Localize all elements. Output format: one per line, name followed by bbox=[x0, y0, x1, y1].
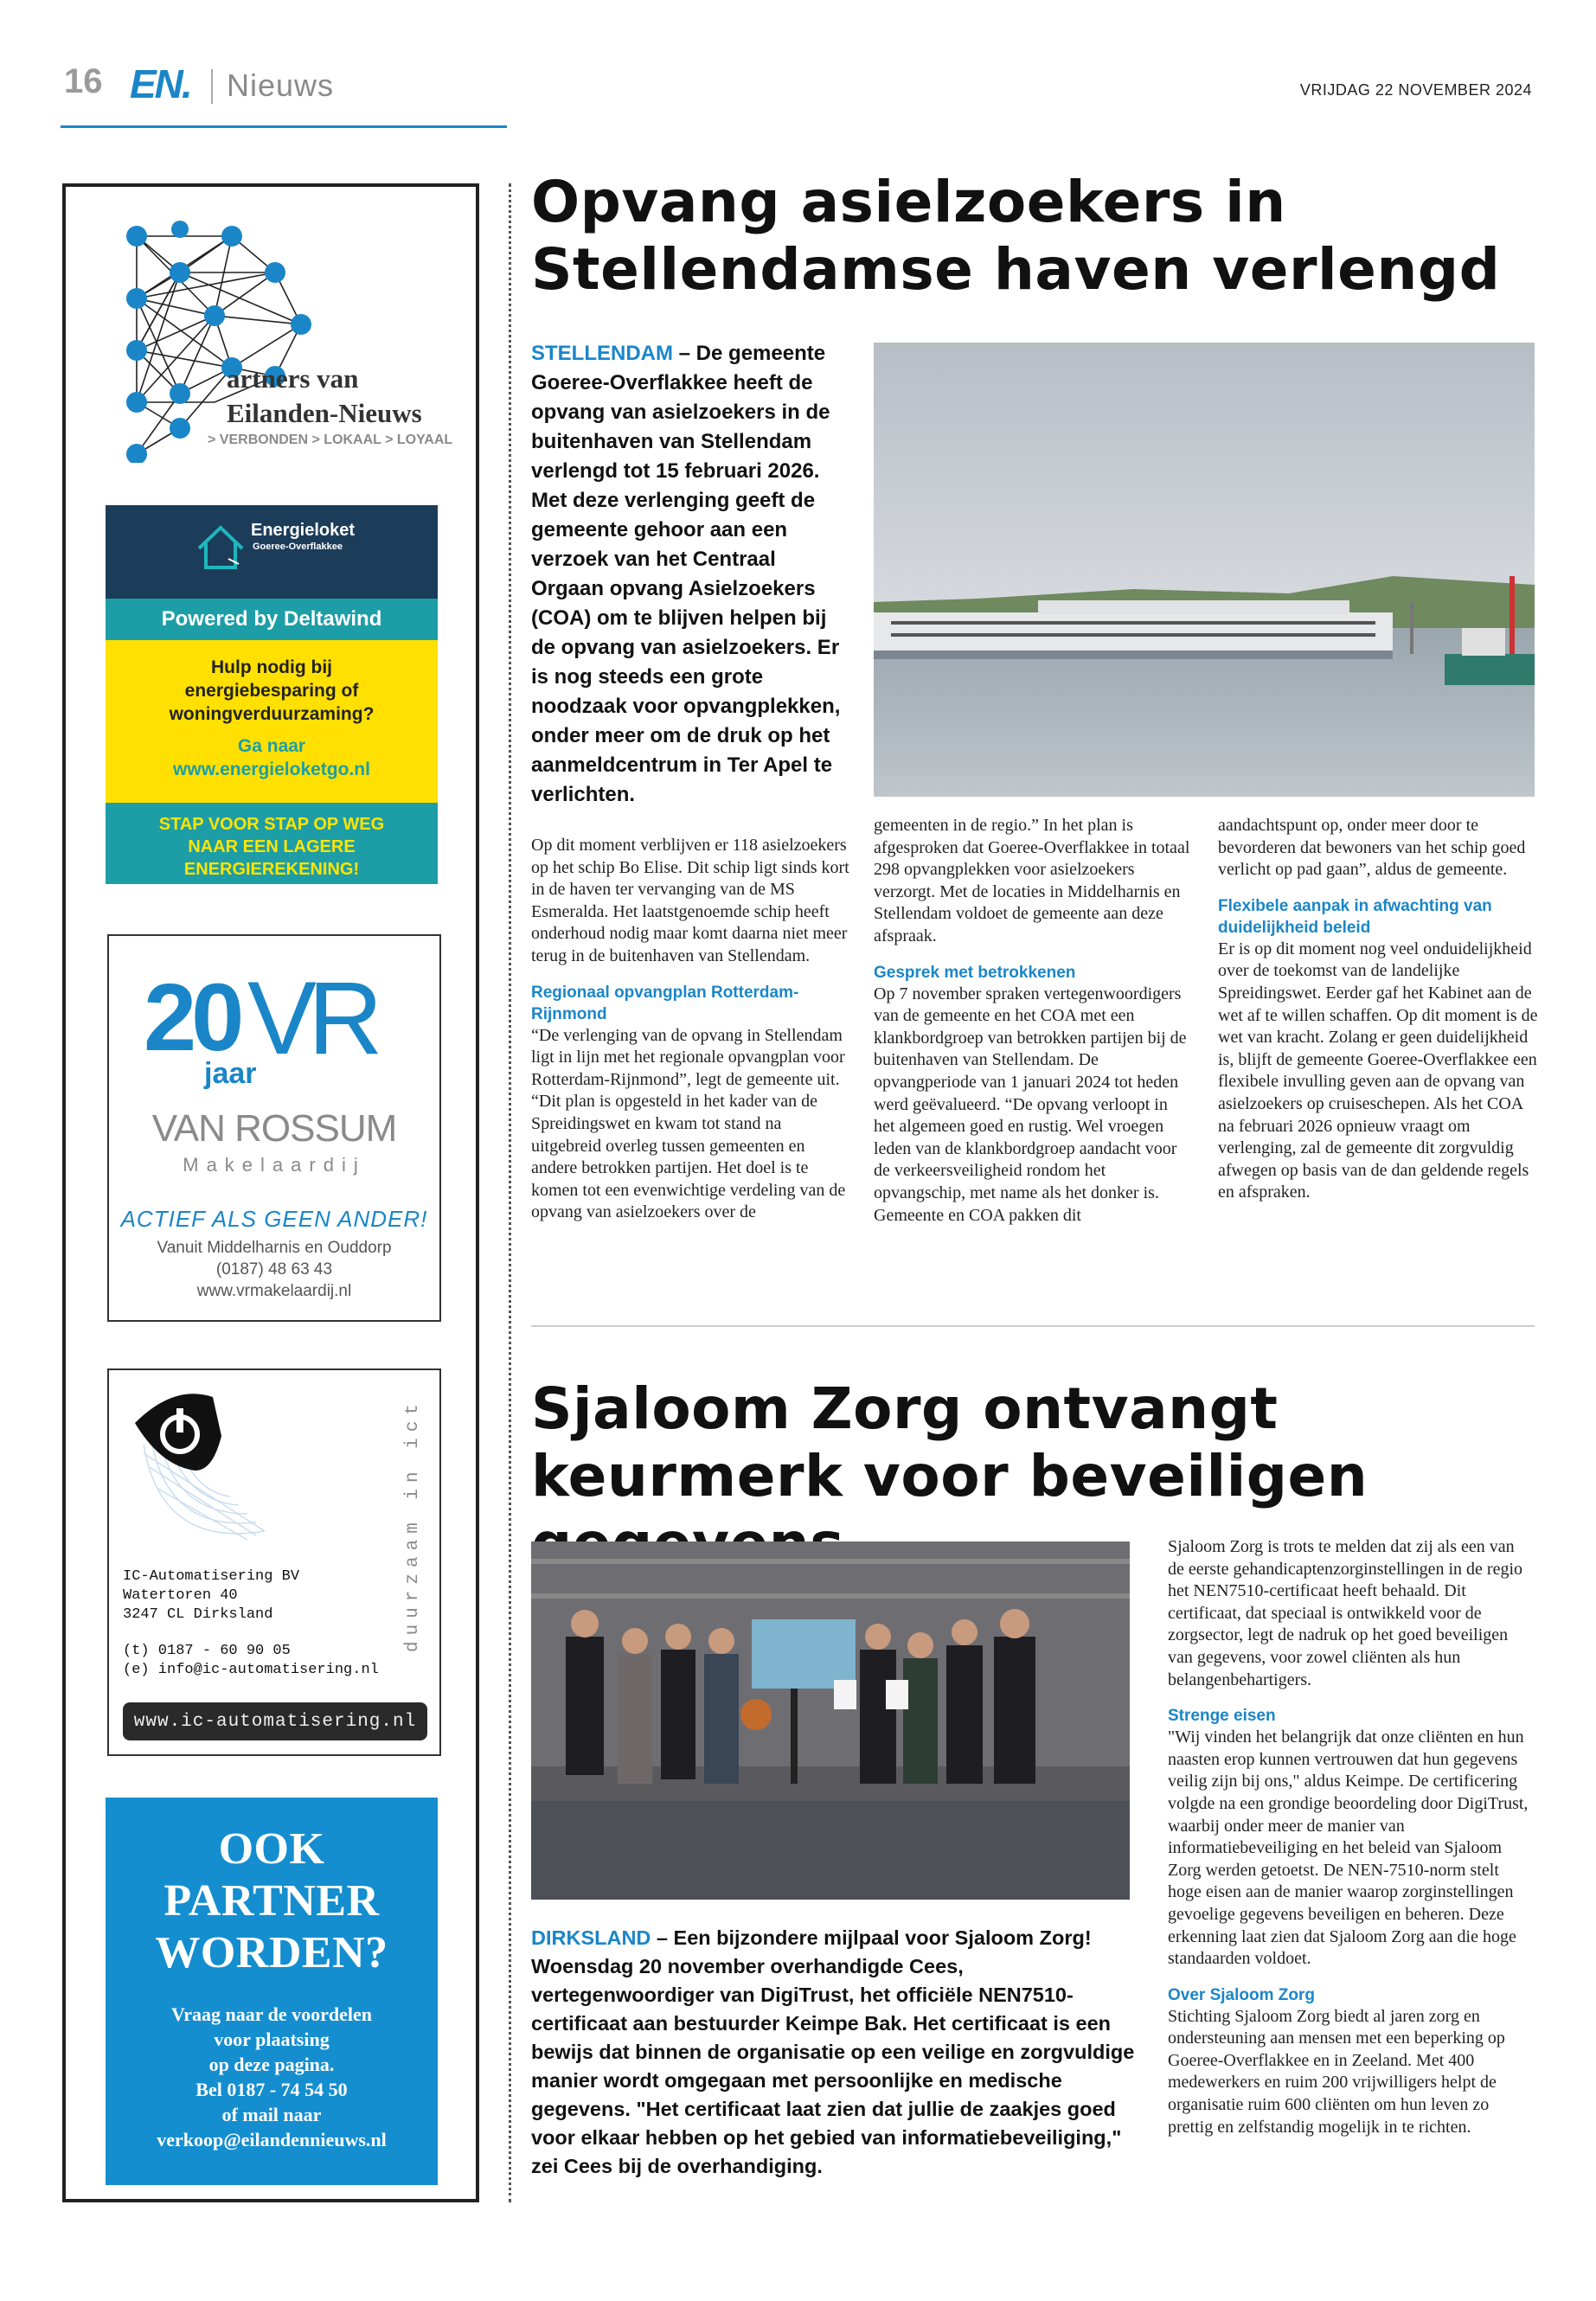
article1-paragraph: Er is op dit moment nog veel onduidelijkheid over de toekomst van de landelijke Spreidingswet. Eerder gaf het Kabinet aan de wet af te willen schaffen. Op dit moment is de wet van kracht. Zolang er geen duidelijkheid is, blijft de gemeente Goeree-Overflakkee een flexibele invulling geven aan de opvang van asielzoekers op cruiseschepen. Als het COA na februari 2026 opnieuw vraagt om verlenging, zal de gemeente dit zorgvuldig afwegen op basis van de dan geldende regels en afspraken. bbox=[1218, 939, 1538, 1202]
vr-url[interactable]: www.vrmakelaardij.nl bbox=[196, 1282, 352, 1300]
vr-location: Vanuit Middelharnis en Ouddorp bbox=[157, 1239, 392, 1257]
column-separator bbox=[509, 183, 511, 2202]
ic-address-line: Watertoren 40 bbox=[123, 1587, 238, 1604]
energieloket-cta[interactable] bbox=[106, 803, 438, 884]
ship-harbour-photo bbox=[874, 343, 1535, 797]
article1-column2 bbox=[874, 815, 1192, 1227]
ic-contact bbox=[123, 1642, 379, 1680]
section-title: Nieuws bbox=[227, 67, 335, 103]
partners-logo-line1: artners van bbox=[227, 363, 359, 394]
ic-email[interactable]: (e) info@ic-automatisering.nl bbox=[123, 1662, 379, 1678]
article1-column1 bbox=[531, 835, 849, 1224]
article1-lead-text: – De gemeente Goeree-Overflakkee heeft de opvang van asielzoekers in de buitenhaven van Stellendam verlengd tot 15 februari 2026. Met deze verlenging geeft de gemeente gehoor aan een verzoek van het Centraal Orgaan opvang Asielzoekers (COA) om te blijven helpen bij de opvang van asielzoekers. Er is nog steeds een grote noodzaak voor opvangplekken, onder meer om de druk op het aanmeldcentrum in Ter Apel te verlichten. bbox=[531, 342, 841, 806]
partner-ad-text-line: op deze pagina. bbox=[208, 2054, 335, 2075]
ic-address-line: IC-Automatisering BV bbox=[123, 1568, 300, 1585]
vr-jaar: jaar bbox=[204, 1057, 257, 1090]
article1-paragraph: “De verlenging van de opvang in Stellendam ligt in lijn met het regionale opvangplan voor Rotterdam-Rijnmond”, legt de gemeente uit. “Dit plan is opgesteld in het kader van de Spreidingswet en kwam tot stand na uitgebreid overleg tussen gemeenten en andere betrokken partijen. Het doel is te komen tot een evenwichtige verdeling van de opvang van asielzoekers over de bbox=[531, 1025, 846, 1222]
article-separator bbox=[531, 1325, 1535, 1327]
certificate-group-photo bbox=[531, 1541, 1130, 1900]
energieloket-ad-header[interactable] bbox=[106, 505, 438, 599]
partner-ad-line: PARTNER bbox=[163, 1876, 380, 1926]
article2-subheading: Over Sjaloom Zorg bbox=[1168, 1985, 1315, 2004]
vr-name: VAN ROSSUM bbox=[151, 1107, 397, 1150]
article1-dateline: STELLENDAM bbox=[531, 342, 673, 365]
partner-ad-headline bbox=[106, 1823, 438, 1979]
energieloket-help-box[interactable] bbox=[106, 640, 438, 803]
partner-ad-text-line: Vraag naar de voordelen bbox=[171, 2003, 372, 2025]
vr-20: 20 bbox=[144, 965, 240, 1071]
ic-address bbox=[123, 1567, 299, 1625]
partner-ad-line: WORDEN? bbox=[155, 1928, 388, 1977]
article2-lead-text: – Een bijzondere mijlpaal voor Sjaloom Zorg! Woensdag 20 november overhandigde Cees, vertegenwoordiger van DigiTrust, het officiële NEN7510-certificaat aan bestuurder Keimpe Bak. Het certificaat is een bewijs dat binnen de organisatie op een veilige en zorgvuldige manier wordt omgegaan met persoonlijke en medische gegevens. "Het certificaat laat zien dat jullie de zaakjes goed voor elkaar hebben op het gebied van informatiebeveiliging," zei Cees bij de overhandiging. bbox=[531, 1926, 1135, 2177]
newspaper-logo[interactable]: EN. bbox=[130, 61, 191, 106]
article2-paragraph: Stichting Sjaloom Zorg biedt al jaren zorg en ondersteuning aan mensen met een beperking op Goeree-Overflakkee en in Zeeland. Met 400 medewerkers en ruim 200 vrijwilligers helpt de organisatie ruim 600 cliënten om hun leven zo prettig en zelfstandig mogelijk in te richten. bbox=[1168, 2006, 1505, 2137]
partner-ad-text-line: voor plaatsing bbox=[214, 2029, 330, 2050]
article1-subheading: Regionaal opvangplan Rotterdam-Rijnmond bbox=[531, 983, 799, 1023]
article1-column3 bbox=[1218, 815, 1538, 1204]
article1-lead bbox=[531, 339, 851, 810]
energieloket-goto: Ga naar bbox=[237, 736, 306, 756]
partner-ad-text-line: of mail naar bbox=[221, 2104, 322, 2125]
header-rule bbox=[61, 125, 507, 128]
article1-paragraph: Op dit moment verblijven er 118 asielzoekers op het schip Bo Elise. Dit schip ligt sinds kort in de haven ter vervanging van de MS Esmeralda. Het laatstgenoemde schip heeft onderhoud nodig maar komt daarna niet meer terug in de buitenhaven van Stellendam. bbox=[531, 836, 849, 965]
ic-vertical-slogan: duurzaam in ict bbox=[403, 1397, 423, 1653]
vr-phone: (0187) 48 63 43 bbox=[215, 1260, 333, 1279]
vr-contact bbox=[109, 1237, 439, 1302]
article1-subheading: Gesprek met betrokkenen bbox=[874, 963, 1076, 982]
ic-url-button[interactable]: www.ic-automatisering.nl bbox=[123, 1702, 427, 1740]
energieloket-powered: Powered by Deltawind bbox=[106, 599, 438, 640]
article2-paragraph: Sjaloom Zorg is trots te melden dat zij als een van de eerste gehandicaptenzorginstellingen in de regio het NEN7510-certificaat heeft behaald. Dit certificaat, dat speciaal is ontwikkeld voor de zorgsector, legt de nadruk op het goed beveiligen van gegevens, voor zowel cliënten als hun belangenbehartigers. bbox=[1168, 1537, 1523, 1689]
article2-subheading: Strenge eisen bbox=[1168, 1707, 1276, 1726]
article2-column bbox=[1168, 1536, 1535, 2138]
ic-power-logo-icon bbox=[126, 1384, 291, 1557]
partner-ad-text bbox=[106, 2002, 438, 2152]
vr-slogan: ACTIEF ALS GEEN ANDER! bbox=[120, 1206, 428, 1232]
vr-sub: Makelaardij bbox=[183, 1154, 366, 1176]
article2-paragraph: "Wij vinden het belangrijk dat onze cliënten en hun naasten erop kunnen vertrouwen dat hun gegevens veilig zijn bij ons," aldus Keimpe. De certificering volgde na een grondige beoordeling door DigiTrust, waarbij onder meer de manier van informatiebeveiliging en het beleid van Sjaloom Zorg werden getoetst. De NEN-7510-norm stelt hoge eisen aan de manier waarop zorginstellingen gevoelige gegevens beveiligen en beheren. Deze erkenning laat zien dat Sjaloom Zorg aan die hoge standaarden voldoet. bbox=[1168, 1727, 1529, 1969]
article1-subheading: Flexibele aanpak in afwachting van duidelijkheid beleid bbox=[1218, 896, 1492, 937]
house-icon bbox=[190, 521, 251, 573]
article2-dateline: DIRKSLAND bbox=[531, 1926, 651, 1949]
ic-address-line: 3247 CL Dirksland bbox=[123, 1606, 273, 1623]
header-divider bbox=[211, 69, 213, 104]
energieloket-sub: Goeree-Overflakkee bbox=[253, 542, 343, 552]
article1-headline[interactable]: Opvang asielzoekers in Stellendamse haven verlengd bbox=[531, 169, 1501, 303]
energieloket-cta-text: STAP VOOR STAP OP WEG NAAR EEN LAGERE ENERGIEREKENING! bbox=[158, 815, 385, 879]
ic-phone: (t) 0187 - 60 90 05 bbox=[123, 1643, 291, 1659]
issue-date: VRIJDAG 22 NOVEMBER 2024 bbox=[1299, 81, 1532, 99]
article1-paragraph: gemeenten in de regio.” In het plan is afgesproken dat Goeree-Overflakkee in totaal 298 opvangplekken voor asielzoekers verzorgt. Met de locaties in Middelharnis en Stellendam voldoet de gemeente aan deze afspraak. bbox=[874, 816, 1190, 945]
partner-ad-line: OOK bbox=[218, 1824, 325, 1874]
article2-headline[interactable]: Sjaloom Zorg ontvangt keurmerk voor beveiligen bbox=[531, 1375, 1368, 1509]
page-number: 16 bbox=[64, 62, 103, 100]
article2-lead bbox=[531, 1924, 1137, 2181]
article1-paragraph: Op 7 november spraken vertegenwoordigers van de gemeente en het COA met een klankbordgroep van betrokken partijen bij de buitenhaven van Stellendam. De opvangperiode van 1 januari 2024 tot heden werd geëvalueerd. “De opvang verloopt in het algemeen goed en rustig. Wel vroegen leden van de klankbordgroep aandacht voor de verkeersveiligheid rondom het opvangschip, met name als het donker is. Gemeente en COA pakken dit bbox=[874, 984, 1187, 1225]
partners-logo-tagline: > VERBONDEN > LOKAAL > LOYAAL bbox=[208, 433, 453, 447]
ic-automatisering-ad[interactable] bbox=[107, 1368, 441, 1756]
vr-logo-letters: VR bbox=[247, 960, 375, 1076]
energieloket-help-text: Hulp nodig bij energiebesparing of woningverduurzaming? bbox=[169, 657, 375, 724]
partner-ad-phone: Bel 0187 - 74 54 50 bbox=[195, 2079, 348, 2100]
energieloket-url[interactable]: www.energieloketgo.nl bbox=[173, 760, 370, 779]
partner-ad-email[interactable]: verkoop@eilandennieuws.nl bbox=[157, 2129, 387, 2150]
article1-paragraph: aandachtspunt op, onder meer door te bevorderen dat bewoners van het schip goed verlicht op pad gaan”, aldus de gemeente. bbox=[1218, 816, 1526, 880]
van-rossum-ad[interactable] bbox=[107, 934, 441, 1322]
partners-logo-line2: Eilanden-Nieuws bbox=[227, 398, 422, 428]
become-partner-ad[interactable] bbox=[106, 1798, 438, 2185]
energieloket-name: Energieloket bbox=[251, 521, 356, 540]
